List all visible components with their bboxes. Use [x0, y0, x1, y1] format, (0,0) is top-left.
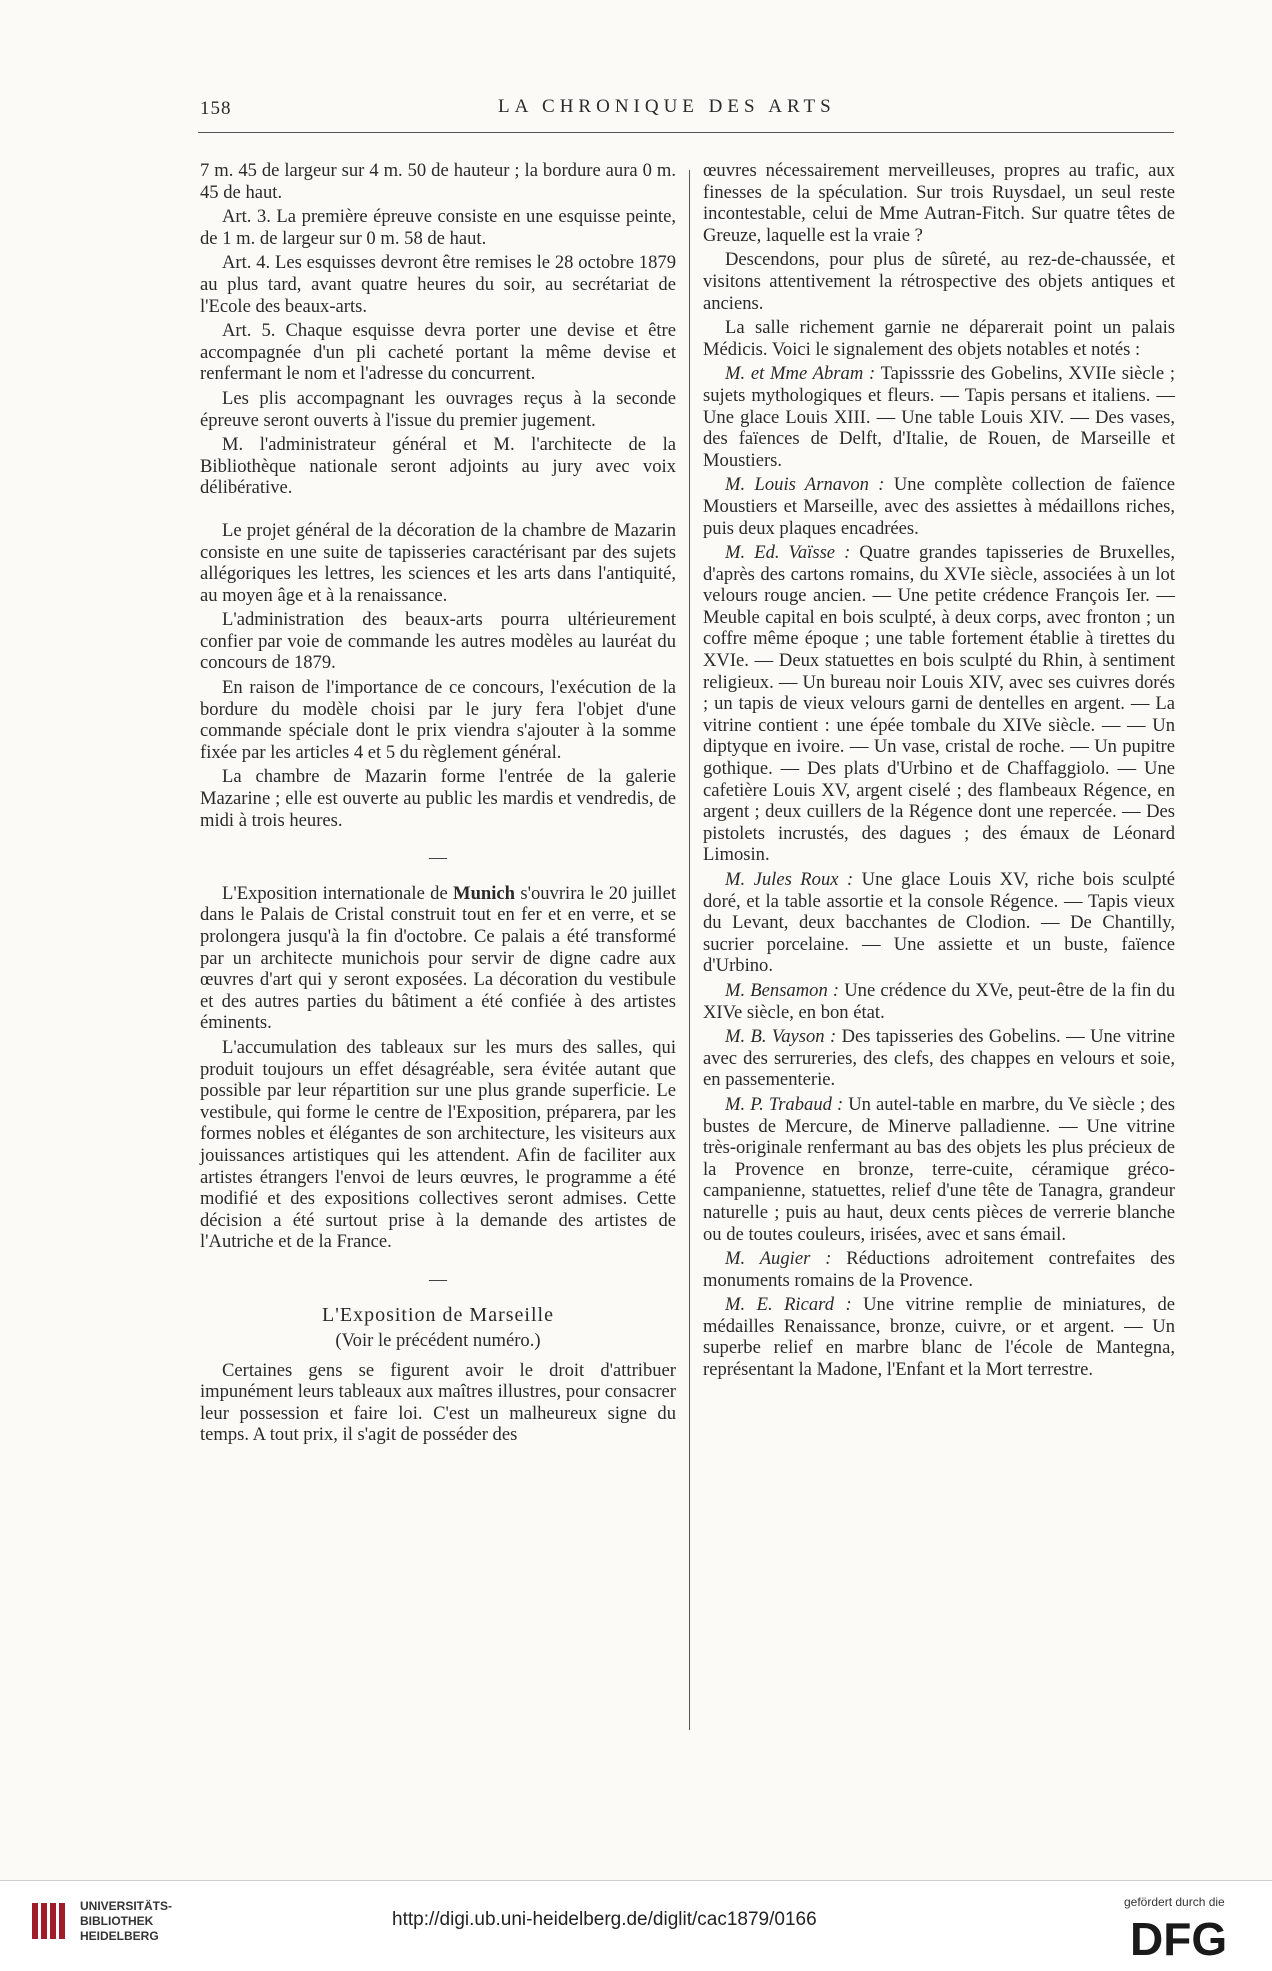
section-title [200, 1305, 676, 1327]
library-line: BIBLIOTHEK [80, 1914, 154, 1928]
library-line: UNIVERSITÄTS- [80, 1899, 173, 1913]
paragraph-text: s'ouvrira le 20 juillet dans le Palais de Cristal construit tout en fer et en verre, et se prolongera jusqu'à la fin d'octobre. Ce palais a été transformé par un architecte munichois pour servir de digne cadre aux œuvres d'art qui y seront exposées. La décoration du vestibule et des autres parties du bâtiment a été confiée à des artistes éminents. [200, 882, 677, 1034]
paragraph [703, 363, 1175, 471]
paragraph [200, 160, 676, 203]
lender-name: M. Jules Roux : [725, 869, 854, 890]
paragraph [200, 609, 676, 674]
paragraph-text: Quatre grandes tapisseries de Bruxelles, d'après des cartons romains, du XVIe siècle, associées à un lot velours rouge ancien. — Une petite crédence François Ier. — Meuble capital en bois sculpté, à deux corps, avec fronton ; un coffre même époque ; une table fortement établie à tirettes du XVIe. — Deux statuettes en bois sculpté du Rhin, à sentiment religieux. — Un bureau noir Louis XIV, avec ses cuivres dorés ; un tapis de vieux velours garni de dentelles en argent. — La vitrine contient : une épée tombale du XIVe siècle. — — Un diptyque en ivoire. — Un vase, cristal de roche. — Un pupitre gothique. — Des plats d'Urbino et de Chaffaggiolo. — Une cafetière Louis XV, argent ciselé ; des flambeaux Régence, en argent ; deux cuillers de la Régence dont une repercée. — Des pistolets incrustés, des dagues ; des émaux de Léonard Limosin. [703, 542, 1175, 866]
paragraph-text: L'Exposition de Marseille [322, 1303, 554, 1326]
university-library-logo [30, 1899, 68, 1943]
column-divider [689, 170, 690, 1730]
paragraph-text: Une vitrine remplie de miniatures, de médailles Renaissance, bronze, cuivre, or et argent. — Un superbe relief en marbre blanc de l'école de Mantegna, représentant la Madone, l'Enfant et la Mort terrestre. [703, 1294, 1175, 1381]
lender-name: M. Louis Arnavon : [725, 474, 885, 496]
paragraph [200, 766, 676, 831]
paragraph [200, 1360, 676, 1446]
paragraph [200, 320, 676, 385]
paragraph-text: Art. 3. La première épreuve consiste en une esquisse peinte, de 1 m. de largeur sur 0 m. 58 de haut. [200, 206, 676, 249]
paragraph [703, 980, 1175, 1023]
paragraph [200, 388, 676, 431]
paragraph [200, 677, 676, 763]
paragraph-text: En raison de l'importance de ce concours, l'exécution de la bordure du modèle choisi par le jury fera l'objet d'une commande spéciale dont le prix viendra s'ajouter à la somme fixée par les articles 4 et 5 du règlement général. [200, 677, 676, 763]
section-subtitle [200, 1330, 676, 1352]
paragraph-text: Une crédence du XVe, peut-être de la fin du XIVe siècle, en bon état. [703, 979, 1176, 1023]
section-separator [200, 847, 676, 869]
library-line: HEIDELBERG [80, 1929, 159, 1943]
paragraph-text: Réductions adroitement contrefaites des monuments romains de la Provence. [703, 1248, 1175, 1291]
paragraph [200, 1037, 676, 1253]
paragraph-text: Certaines gens se figurent avoir le droit d'attribuer impunément leurs tableaux aux maîtres illustres, pour consacrer leur possession et faire loi. C'est un malheureux signe du temps. A tout prix, il s'agit de posséder des [200, 1359, 676, 1446]
section-separator [200, 1269, 676, 1291]
paragraph [703, 160, 1175, 246]
paragraph-text: Des tapisseries des Gobelins. — Une vitrine avec des serrureries, des clefs, des chappes en velours et soie, en passementerie. [703, 1026, 1175, 1091]
left-column [200, 160, 676, 1449]
paragraph [200, 883, 676, 1034]
paragraph-text: Une glace Louis XV, riche bois sculpté doré, et la table assortie et la console Régence. — Tapis vieux du Levant, deux bacchantes de Clodion. — De Chantilly, sucrier porcelaine. — Une assiette et un buste, faïence d'Urbino. [703, 869, 1175, 977]
lender-name: M. E. Ricard : [725, 1294, 852, 1316]
dfg-logo [1130, 1915, 1250, 1959]
lender-name: M. Augier : [725, 1248, 832, 1270]
running-head: LA CHRONIQUE DES ARTS [498, 96, 836, 117]
paragraph-text: La chambre de Mazarin forme l'entrée de la galerie Mazarine ; elle est ouverte au public les mardis et vendredis, de midi à trois heures. [200, 766, 676, 831]
university-library-name [80, 1899, 172, 1944]
paragraph-lead: L'Exposition internationale de [222, 882, 454, 904]
lender-name: M. Bensamon : [725, 979, 840, 1001]
paragraph [703, 249, 1175, 314]
paragraph-text: Les plis accompagnant les ouvrages reçus à la seconde épreuve seront ouverts à l'issue du premier jugement. [200, 387, 676, 431]
paragraph-text: Tapisssrie des Gobelins, XVIIe siècle ; sujets mythologiques et fleurs. — Tapis persans et italiens. — Une glace Louis XIII. — Une table Louis XIV. — Des vases, des faïences de Delft, d'Italie, de Rouen, de Marseille et Moustiers. [703, 363, 1175, 471]
paragraph-text: œuvres nécessairement merveilleuses, propres au trafic, aux finesses de la spéculation. Sur trois Ruysdael, un seul reste incontestable, celui de Mme Autran-Fitch. Sur quatre têtes de Greuze, laquelle est la vraie ? [703, 160, 1175, 246]
sponsor-label: gefördert durch die [1124, 1895, 1225, 1909]
paragraph-text: L'administration des beaux-arts pourra ultérieurement confier par voie de commande les autres modèles au lauréat du concours de 1879. [200, 609, 676, 674]
paragraph [200, 434, 676, 499]
header-rule [198, 132, 1174, 133]
paragraph-text: Un autel-table en marbre, du Ve siècle ; des bustes de Mercure, de Minerve palladienne. — Une vitrine très-originale renfermant au bas des objets les plus précieux de la Provence en bronze, terre-cuite, céramique gréco-campanienne, statuettes, relief d'une tête de Tanagra, grandeur naturelle ; puis au haut, deux cents pièces de verrerie blanche ou de toutes couleurs, irisées, avec et sans émail. [703, 1093, 1175, 1245]
paragraph [703, 317, 1175, 360]
paragraph [200, 252, 676, 317]
city-name: Munich [453, 882, 516, 904]
dfg-logo-text: DFG [1130, 1915, 1228, 1959]
lender-name: M. Ed. Vaïsse : [725, 542, 851, 564]
paragraph [200, 206, 676, 249]
lender-name: M. B. Vayson : [725, 1026, 837, 1048]
page-number: 158 [200, 98, 232, 119]
paragraph [703, 1026, 1175, 1091]
lender-name: M. P. Trabaud : [725, 1093, 844, 1115]
paragraph [703, 1248, 1175, 1291]
paragraph-text: Une complète collection de faïence Moustiers et Marseille, avec des assiettes à médaillons riches, puis deux plaques encadrées. [703, 474, 1175, 539]
paragraph-text: — [429, 847, 447, 868]
paragraph-text: M. l'administrateur général et M. l'architecte de la Bibliothèque nationale seront adjoints au jury avec voix délibérative. [200, 434, 676, 499]
paragraph [703, 542, 1175, 866]
paragraph [703, 1294, 1175, 1380]
right-column [703, 160, 1175, 1384]
paragraph-text: Art. 5. Chaque esquisse devra porter une devise et être accompagnée d'un pli cacheté portant la même devise et renfermant le nom et l'adresse du concurrent. [200, 320, 676, 385]
paragraph-text: Art. 4. Les esquisses devront être remises le 28 octobre 1879 au plus tard, avant quatre heures du soir, au secrétariat de l'Ecole des beaux-arts. [200, 252, 676, 317]
paragraph-text: Le projet général de la décoration de la chambre de Mazarin consiste en une suite de tapisseries caractérisant par des sujets allégoriques les lettres, les sciences et les arts dans l'antiquité, au moyen âge et à la renaissance. [200, 519, 676, 606]
paragraph-text: 7 m. 45 de largeur sur 4 m. 50 de hauteur ; la bordure aura 0 m. 45 de haut. [200, 160, 676, 203]
paragraph-text: (Voir le précédent numéro.) [335, 1330, 541, 1352]
paragraph [200, 520, 676, 606]
footer-bar [0, 1880, 1272, 1971]
paragraph [703, 474, 1175, 539]
paragraph [703, 869, 1175, 977]
paragraph [703, 1094, 1175, 1245]
paragraph-text: La salle richement garnie ne déparerait point un palais Médicis. Voici le signalement des objets notables et notés : [703, 317, 1175, 360]
paragraph-text: L'accumulation des tableaux sur les murs des salles, qui produit toujours un effet désagréable, sera évitée autant que possible par leur répartition sur une plus grande superficie. Le vestibule, qui forme le centre de l'Exposition, préparera, par les formes nobles et élégantes de son architecture, les visiteurs aux jouissances artistiques qui les attendent. Afin de faciliter aux artistes étrangers l'envoi de leurs œuvres, le programme a été modifié et des expositions collectives seront admises. Cette décision a été surtout prise à la demande des artistes de l'Autriche et de la France. [200, 1036, 676, 1253]
lender-name: M. et Mme Abram : [725, 363, 876, 385]
section-gap [200, 502, 676, 520]
source-url-link[interactable]: http://digi.ub.uni-heidelberg.de/diglit/cac1879/0166 [392, 1909, 817, 1930]
paragraph-text: Descendons, pour plus de sûreté, au rez-de-chaussée, et visitons attentivement la rétrospective des objets antiques et anciens. [703, 249, 1175, 314]
paragraph-text: — [429, 1268, 447, 1289]
